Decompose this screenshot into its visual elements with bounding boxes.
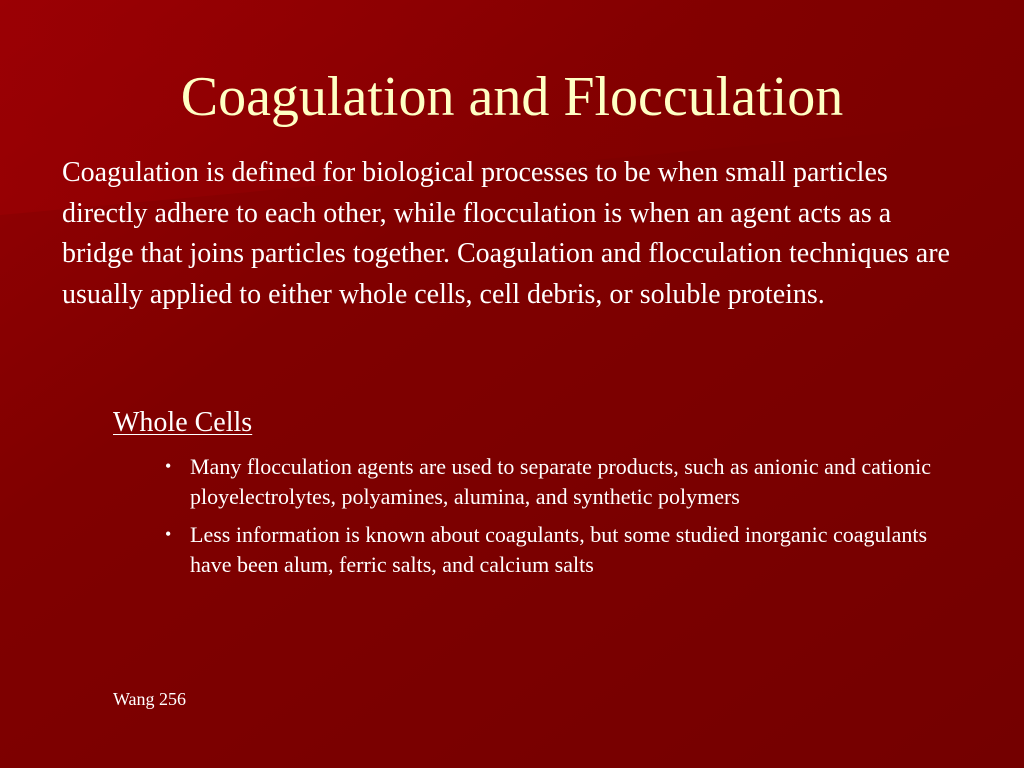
bullet-icon: • bbox=[165, 524, 172, 544]
source-footnote: Wang 256 bbox=[113, 689, 187, 709]
bullet-icon: • bbox=[165, 456, 172, 476]
bullet-list bbox=[165, 452, 965, 588]
bullet-text: Less information is known about coagulants, but some studied inorganic coagulants have been alum, ferric salts, and calcium salts bbox=[190, 522, 928, 577]
bullet-item bbox=[165, 452, 965, 511]
bullet-item bbox=[165, 520, 965, 579]
intro-paragraph: Coagulation is defined for biological processes to be when small particles directly adhere to each other, while flocculation is when an agent acts as a bridge that joins particles together. Coagulation and flocculation techniques are usually applied to either whole cells, cell debris, or soluble proteins. bbox=[62, 157, 950, 310]
slide-title: Coagulation and Flocculation bbox=[180, 66, 844, 128]
section-heading-whole-cells: Whole Cells bbox=[113, 407, 253, 438]
bullet-text: Many flocculation agents are used to separate products, such as anionic and cationic ployelectrolytes, polyamines, alumina, and synthetic polymers bbox=[190, 454, 932, 509]
